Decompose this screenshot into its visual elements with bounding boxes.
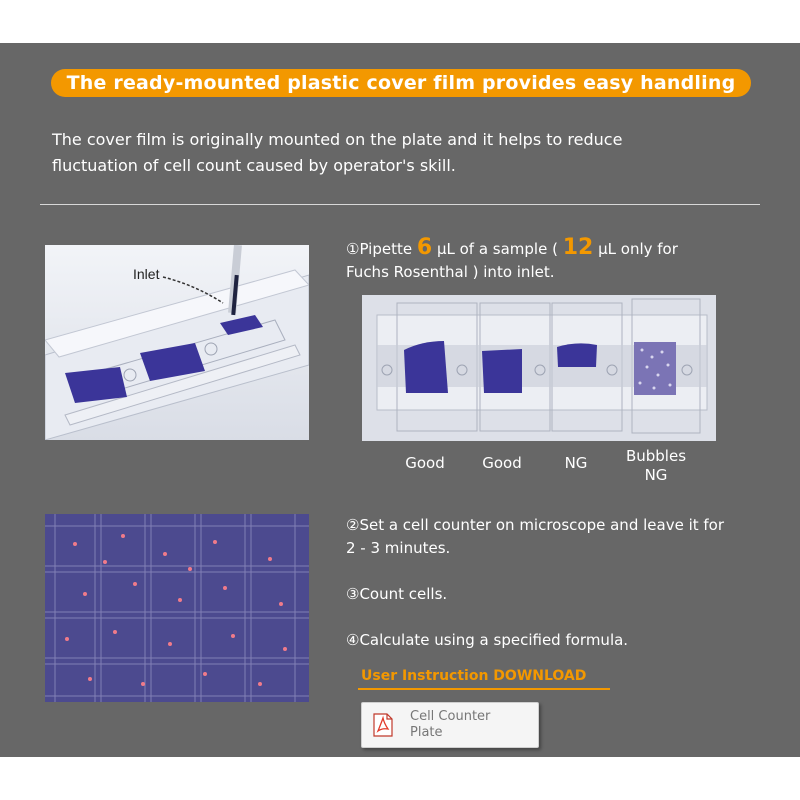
step-1-text	[346, 236, 766, 284]
inlet-label: Inlet	[133, 266, 160, 282]
sample-results-photo	[362, 295, 716, 441]
step-2-line-1: ②Set a cell counter on microscope and leave it for	[346, 516, 725, 534]
step-2-line-2: 2 - 3 minutes.	[346, 539, 451, 557]
microscope-cells-photo	[45, 514, 309, 702]
result-label-3: NG	[564, 454, 588, 472]
intro-line-1: The cover film is originally mounted on the plate and it helps to reduce	[52, 130, 623, 149]
download-underline	[358, 688, 610, 690]
result-label-4: Bubbles NG	[625, 447, 687, 484]
pdf-icon	[372, 713, 394, 737]
intro-text	[52, 127, 752, 179]
fuchs-volume-value: 12	[562, 235, 594, 260]
pdf-button-label: Cell Counter Plate	[410, 709, 491, 740]
step-1-line-2: Fuchs Rosenthal ) into inlet.	[346, 263, 555, 281]
step-1-text-c: μL only for	[593, 240, 678, 258]
step-3-text: ③Count cells.	[346, 585, 448, 603]
intro-line-2: fluctuation of cell count caused by operator's skill.	[52, 156, 456, 175]
section-divider	[40, 204, 760, 205]
result-label-2: Good	[482, 454, 522, 472]
step-1-marker: ①	[346, 240, 360, 258]
step-1-text-b: μL of a sample (	[432, 240, 563, 258]
sample-volume-value: 6	[416, 235, 433, 260]
result-label-1: Good	[405, 454, 445, 472]
step-2-text	[346, 514, 766, 560]
cell-counter-plate-pdf-button[interactable]	[361, 702, 539, 748]
plate-inlet-photo	[45, 245, 309, 440]
feature-banner: The ready-mounted plastic cover film provides easy handling	[51, 69, 751, 97]
download-title: User Instruction DOWNLOAD	[361, 668, 587, 684]
step-1-text-a: Pipette	[359, 240, 417, 258]
step-4-text: ④Calculate using a specified formula.	[346, 631, 629, 649]
